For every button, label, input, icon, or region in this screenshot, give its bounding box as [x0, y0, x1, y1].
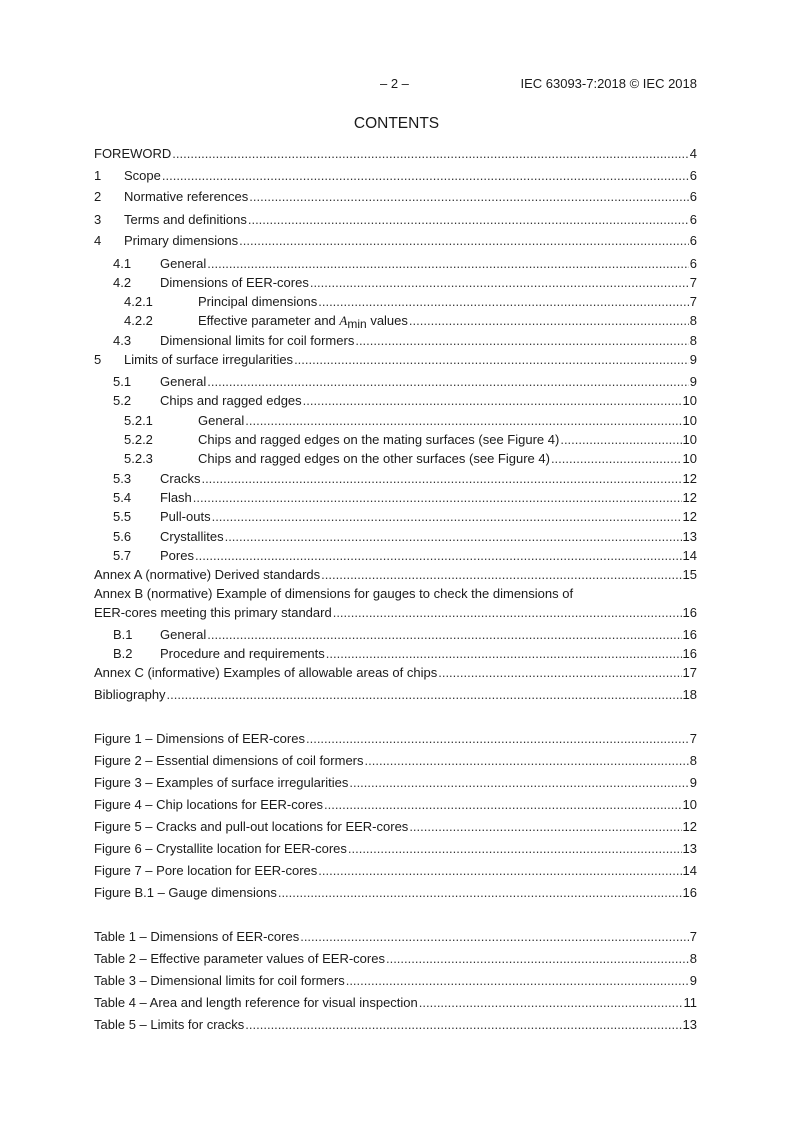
dot-leader [195, 548, 682, 564]
toc-entry-number: 5.1 [113, 374, 132, 389]
table-list-entry[interactable] [94, 951, 697, 967]
toc-entry-page: 6 [689, 256, 697, 271]
toc-entry-title: Terms and definitions [124, 212, 247, 227]
dot-leader [310, 275, 689, 291]
toc-entry-page: 10 [682, 432, 697, 447]
toc-entry[interactable] [94, 313, 697, 329]
toc-entry[interactable] [94, 567, 697, 583]
toc-entry-number: 4.2.1 [124, 294, 153, 309]
toc-entry[interactable] [94, 233, 697, 249]
dot-leader [348, 841, 682, 857]
dot-leader [409, 819, 681, 835]
toc-entry-title: Figure 5 – Cracks and pull-out locations for EER-cores [94, 819, 409, 834]
toc-entry-title: Annex C (informative) Examples of allowable areas of chips [94, 665, 438, 680]
toc-entry[interactable] [94, 189, 697, 205]
toc-entry-page: 9 [689, 775, 697, 790]
standard-reference: IEC 63093-7:2018 © IEC 2018 [520, 76, 697, 91]
toc-entry[interactable] [94, 168, 697, 184]
toc-entry-page: 6 [689, 233, 697, 248]
toc-entry-page: 9 [689, 374, 697, 389]
toc-entry[interactable] [94, 471, 697, 487]
toc-entry-number: 5.4 [113, 490, 132, 505]
dot-leader [318, 863, 681, 879]
toc-entry-page: 8 [689, 753, 697, 768]
figure-list-entry[interactable] [94, 885, 697, 901]
figure-list-entry[interactable] [94, 841, 697, 857]
toc-entry-page: 12 [682, 471, 697, 486]
toc-entry-title: Effective parameter and Amin values [198, 313, 408, 331]
dot-leader [245, 1017, 681, 1033]
toc-entry-number: 5.3 [113, 471, 132, 486]
toc-entry-title: Pull-outs [160, 509, 211, 524]
toc-entry[interactable] [94, 212, 697, 228]
toc-entry-page: 16 [682, 627, 697, 642]
figure-list-entry[interactable] [94, 797, 697, 813]
toc-entry-title: Figure 1 – Dimensions of EER-cores [94, 731, 305, 746]
toc-entry-page: 8 [689, 313, 697, 328]
toc-entry[interactable] [94, 393, 697, 409]
toc-entry[interactable] [94, 275, 697, 291]
toc-entry-number: 4.2.2 [124, 313, 153, 328]
toc-entry[interactable] [94, 352, 697, 368]
toc-entry-page: 9 [689, 973, 697, 988]
toc-entry-title: Primary dimensions [124, 233, 239, 248]
dot-leader [551, 451, 682, 467]
toc-entry-page: 13 [682, 841, 697, 856]
toc-entry-title: Table 3 – Dimensional limits for coil formers [94, 973, 345, 988]
toc-entry-page: 12 [682, 509, 697, 524]
toc-entry-title: General [198, 413, 245, 428]
toc-entry-page: 16 [682, 885, 697, 900]
toc-entry-page: 6 [689, 189, 697, 204]
toc-entry-number: 2 [94, 189, 102, 204]
toc-entry-page: 6 [689, 212, 697, 227]
toc-entry-page: 7 [689, 275, 697, 290]
toc-entry[interactable] [94, 529, 697, 545]
dot-leader [355, 333, 688, 349]
dot-leader [172, 146, 688, 162]
toc-entry-page: 9 [689, 352, 697, 367]
toc-entry-title: Figure 3 – Examples of surface irregularities [94, 775, 349, 790]
dot-leader [560, 432, 681, 448]
figure-list-entry[interactable] [94, 863, 697, 879]
dot-leader [438, 665, 681, 681]
dot-leader [249, 189, 688, 205]
toc-entry-title: FOREWORD [94, 146, 172, 161]
toc-entry-page: 10 [682, 393, 697, 408]
dot-leader [324, 797, 681, 813]
dot-leader [207, 374, 689, 390]
dot-leader [303, 393, 682, 409]
toc-entry-title: General [160, 256, 207, 271]
table-list-entry[interactable] [94, 1017, 697, 1033]
toc-entry[interactable] [94, 451, 697, 467]
toc-entry-page: 8 [689, 951, 697, 966]
toc-entry-title: Table 2 – Effective parameter values of EER-cores [94, 951, 385, 966]
toc-entry-title: Figure B.1 – Gauge dimensions [94, 885, 277, 900]
toc-entry-title: Table 5 – Limits for cracks [94, 1017, 245, 1032]
dot-leader [248, 212, 689, 228]
toc-entry-page: 13 [682, 1017, 697, 1032]
toc-entry-title: Flash [160, 490, 192, 505]
dot-leader [207, 627, 681, 643]
toc-entry-page: 18 [682, 687, 697, 702]
toc-entry-number: 1 [94, 168, 102, 183]
toc-entry[interactable] [94, 687, 697, 703]
toc-entry-title: Pores [160, 548, 194, 563]
toc-entry-title: Chips and ragged edges [160, 393, 302, 408]
toc-entry[interactable] [94, 294, 697, 310]
toc-entry-page: 13 [682, 529, 697, 544]
toc-entry-number: 5.6 [113, 529, 132, 544]
toc-entry[interactable] [94, 146, 697, 162]
toc-entry-page: 16 [682, 605, 697, 620]
table-list-entry[interactable] [94, 973, 697, 989]
toc-entry-title: Table 1 – Dimensions of EER-cores [94, 929, 300, 944]
toc-entry-title: Chips and ragged edges on the mating surfaces (see Figure 4) [198, 432, 560, 447]
toc-entry-title: Normative references [124, 189, 249, 204]
toc-entry-title: Figure 6 – Crystallite location for EER-cores [94, 841, 347, 856]
dot-leader [349, 775, 688, 791]
toc-entry-page: 6 [689, 168, 697, 183]
toc-entry-page: 7 [689, 731, 697, 746]
toc-entry-number: 5.2.1 [124, 413, 153, 428]
toc-entry-title: EER-cores meeting this primary standard [94, 605, 332, 620]
toc-entry-number: 5.2 [113, 393, 132, 408]
toc-entry[interactable] [94, 509, 697, 525]
toc-entry-page: 11 [683, 995, 697, 1010]
toc-entry-page: 7 [689, 929, 697, 944]
toc-entry-page: 16 [682, 646, 697, 661]
dot-leader [318, 294, 689, 310]
dot-leader [321, 567, 681, 583]
toc-entry[interactable] [94, 333, 697, 349]
toc-entry[interactable] [94, 548, 697, 564]
toc-entry[interactable] [94, 490, 697, 506]
dot-leader [346, 973, 689, 989]
toc-entry-title: Dimensional limits for coil formers [160, 333, 355, 348]
dot-leader [167, 687, 682, 703]
toc-entry-title: Limits of surface irregularities [124, 352, 294, 367]
toc-entry-number: 4.2 [113, 275, 132, 290]
dot-leader [326, 646, 682, 662]
toc-entry-title: General [160, 374, 207, 389]
toc-entry-number: 3 [94, 212, 102, 227]
toc-entry-title: Bibliography [94, 687, 166, 702]
toc-entry-number: 5.2.3 [124, 451, 153, 466]
dot-leader [333, 605, 682, 621]
dot-leader [419, 995, 683, 1011]
table-list-entry[interactable] [94, 995, 697, 1011]
toc-entry-page: 7 [689, 294, 697, 309]
toc-entry-title: Chips and ragged edges on the other surfaces (see Figure 4) [198, 451, 550, 466]
toc-entry-page: 10 [682, 413, 697, 428]
toc-entry-number: 5.2.2 [124, 432, 153, 447]
toc-entry-title: Figure 4 – Chip locations for EER-cores [94, 797, 324, 812]
dot-leader [300, 929, 689, 945]
toc-entry-number: 5.5 [113, 509, 132, 524]
dot-leader [245, 413, 681, 429]
dot-leader [365, 753, 689, 769]
toc-entry-number: B.2 [113, 646, 133, 661]
dot-leader [409, 313, 689, 329]
dot-leader [294, 352, 689, 368]
toc-entry-page: 10 [682, 451, 697, 466]
a-min-subscript: min [347, 317, 367, 331]
contents-title: CONTENTS [353, 115, 440, 132]
toc-entry[interactable] [94, 665, 697, 681]
toc-entry[interactable] [94, 627, 697, 643]
toc-entry[interactable] [94, 646, 697, 662]
toc-entry-page: 10 [682, 797, 697, 812]
dot-leader [193, 490, 682, 506]
dot-leader [212, 509, 682, 525]
toc-entry-title: General [160, 627, 207, 642]
toc-entry-title: Scope [124, 168, 161, 183]
toc-entry-title: Crystallites [160, 529, 224, 544]
toc-entry-title: Principal dimensions [198, 294, 318, 309]
toc-entry-title: Cracks [160, 471, 201, 486]
dot-leader [225, 529, 682, 545]
figure-list-entry[interactable] [94, 775, 697, 791]
toc-entry-title: Annex A (normative) Derived standards [94, 567, 321, 582]
toc-entry-title: Figure 7 – Pore location for EER-cores [94, 863, 318, 878]
toc-entry-page: 17 [682, 665, 697, 680]
toc-entry[interactable] [94, 256, 697, 272]
toc-entry[interactable] [94, 413, 697, 429]
toc-entry-title: Dimensions of EER-cores [160, 275, 309, 290]
toc-entry-title: Figure 2 – Essential dimensions of coil formers [94, 753, 364, 768]
toc-entry[interactable] [94, 605, 697, 621]
toc-entry[interactable] [94, 374, 697, 390]
dot-leader [239, 233, 689, 249]
dot-leader [306, 731, 689, 747]
toc-entry-number: 5.7 [113, 548, 132, 563]
toc-entry-page: 14 [682, 548, 697, 563]
figure-list-entry[interactable] [94, 819, 697, 835]
toc-entry-number: B.1 [113, 627, 133, 642]
toc-entry-page: 4 [689, 146, 697, 161]
annex-b-title-line1[interactable]: Annex B (normative) Example of dimensions for gauges to check the dimensions of [94, 586, 574, 601]
page-number: – 2 – [380, 76, 409, 91]
toc-entry-page: 8 [689, 333, 697, 348]
toc-entry-title: Table 4 – Area and length reference for visual inspection [94, 995, 418, 1010]
toc-entry-number: 4.1 [113, 256, 132, 271]
toc-entry-title: Procedure and requirements [160, 646, 325, 661]
a-min-symbol: A [339, 313, 348, 328]
toc-entry-page: 12 [682, 819, 697, 834]
toc-entry-number: 4.3 [113, 333, 132, 348]
toc-entry-page: 12 [682, 490, 697, 505]
table-list-entry[interactable] [94, 929, 697, 945]
dot-leader [201, 471, 681, 487]
dot-leader [278, 885, 682, 901]
toc-entry-number: 5 [94, 352, 102, 367]
figure-list-entry[interactable] [94, 753, 697, 769]
toc-entry-page: 15 [682, 567, 697, 582]
toc-entry-number: 4 [94, 233, 102, 248]
dot-leader [207, 256, 689, 272]
dot-leader [162, 168, 689, 184]
dot-leader [386, 951, 689, 967]
toc-entry[interactable] [94, 432, 697, 448]
toc-entry-page: 14 [682, 863, 697, 878]
figure-list-entry[interactable] [94, 731, 697, 747]
